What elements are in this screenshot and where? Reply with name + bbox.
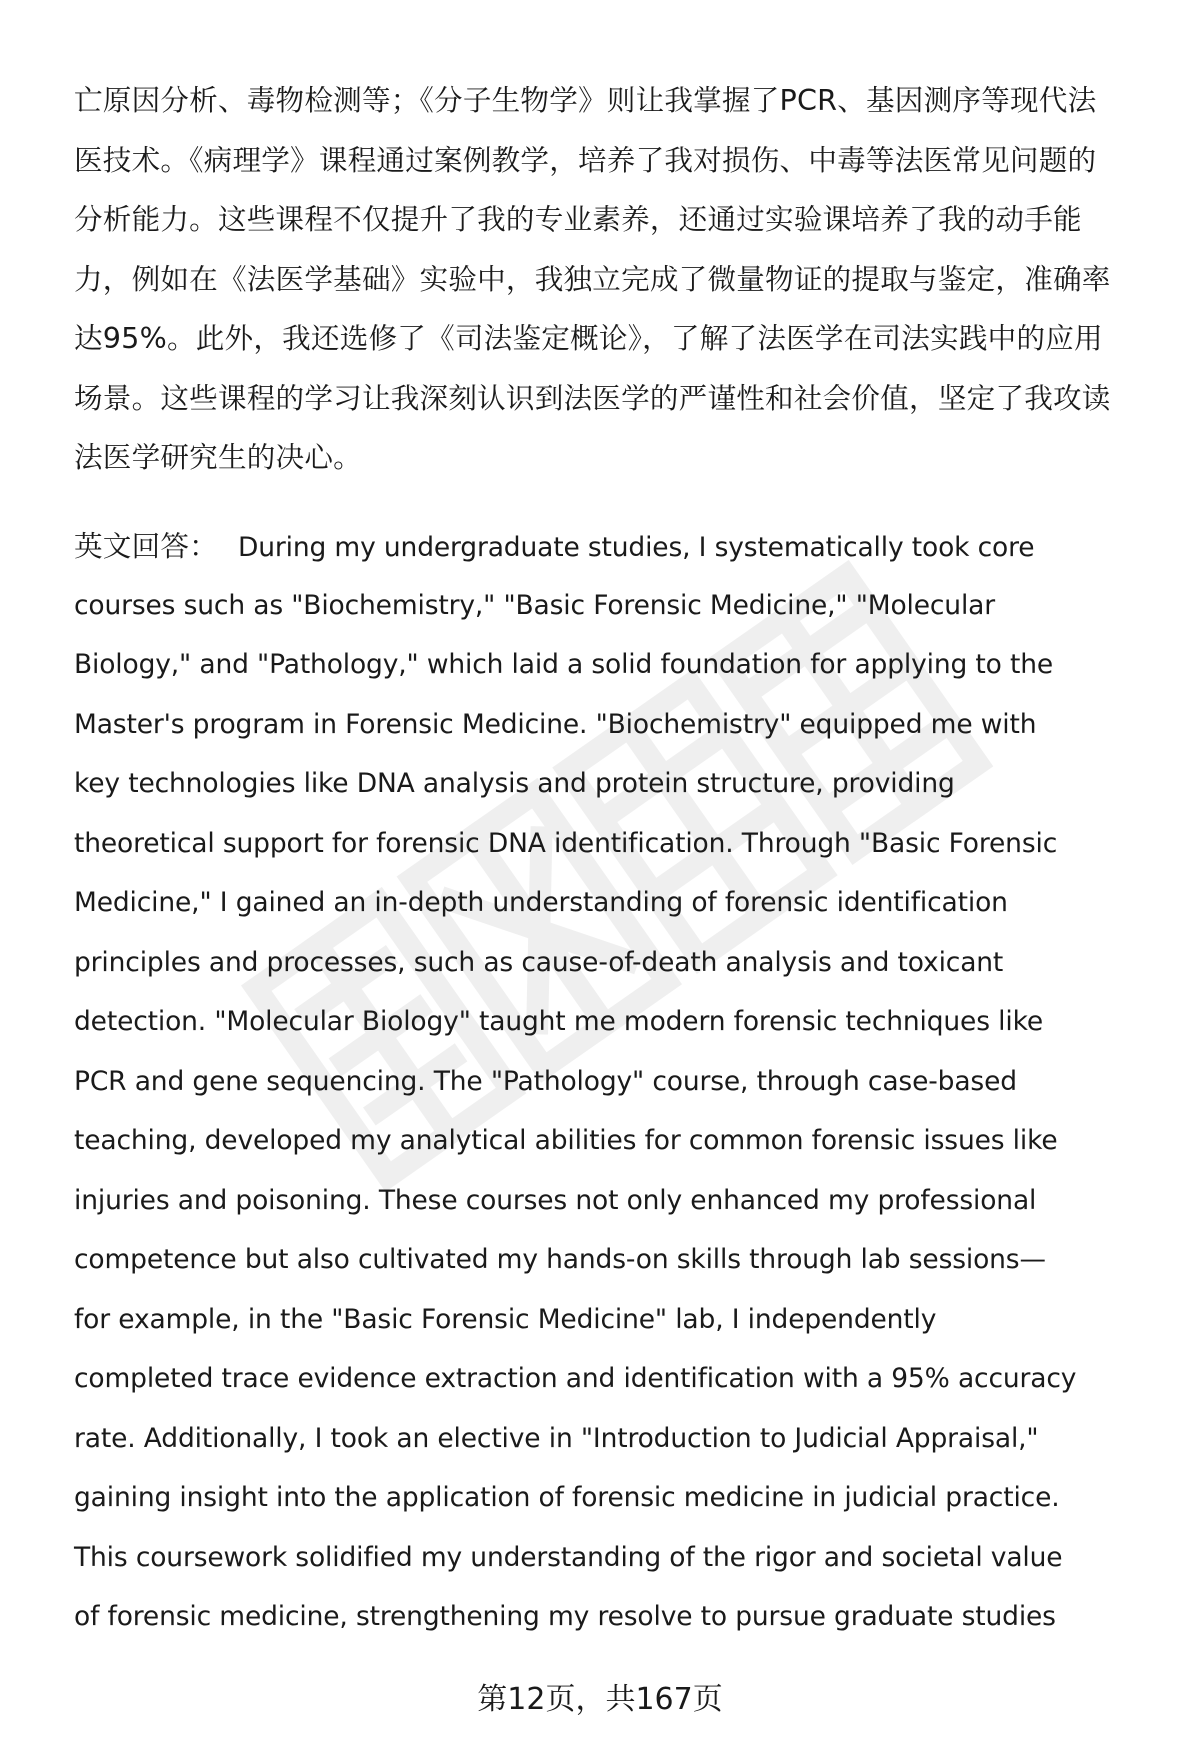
body-text-line: 力，例如在《法医学基础》实验中，我独立完成了微量物证的提取与鉴定，准确率 (74, 262, 1111, 296)
body-text-line: 亡原因分析、毒物检测等；《分子生物学》则让我掌握了PCR、基因测序等现代法 (74, 83, 1097, 117)
body-text-line: PCR and gene sequencing. The "Pathology" course, through case-based (74, 1066, 1017, 1097)
body-text-line: principles and processes, such as cause-of-death analysis and toxicant (74, 947, 1004, 978)
body-text-line: Master's program in Forensic Medicine. "Biochemistry" equipped me with (74, 709, 1037, 740)
body-text-line: Medicine," I gained an in-depth understanding of forensic identification (74, 887, 1008, 918)
body-text-line: rate. Additionally, I took an elective in "Introduction to Judicial Appraisal," (74, 1423, 1039, 1454)
body-text-line: key technologies like DNA analysis and protein structure, providing (74, 768, 955, 799)
body-text-line: of forensic medicine, strengthening my resolve to pursue graduate studies (74, 1601, 1056, 1632)
body-text-line: teaching, developed my analytical abilities for common forensic issues like (74, 1125, 1058, 1156)
body-text-line: courses such as "Biochemistry," "Basic Forensic Medicine," "Molecular (74, 590, 995, 621)
page-number-footer: 第12页，共167页 (477, 1682, 723, 1717)
body-text-line: 法医学研究生的决心。 (74, 440, 362, 474)
english-answer-label: 英文回答： (74, 529, 218, 563)
body-text-line: theoretical support for forensic DNA identification. Through "Basic Forensic (74, 828, 1058, 859)
body-text-line: 分析能力。这些课程不仅提升了我的专业素养，还通过实验课培养了我的动手能 (74, 202, 1082, 236)
body-text-line: detection. "Molecular Biology" taught me modern forensic techniques like (74, 1006, 1043, 1037)
body-text-line: 达95%。此外，我还选修了《司法鉴定概论》，了解了法医学在司法实践中的应用 (74, 321, 1103, 355)
body-text-line: competence but also cultivated my hands-on skills through lab sessions— (74, 1244, 1046, 1275)
body-text-line: 场景。这些课程的学习让我深刻认识到法医学的严谨性和社会价值，坚定了我攻读 (74, 381, 1111, 415)
body-text-line: gaining insight into the application of forensic medicine in judicial practice. (74, 1482, 1060, 1513)
body-text-line: for example, in the "Basic Forensic Medicine" lab, I independently (74, 1304, 937, 1335)
body-text-line: injuries and poisoning. These courses not only enhanced my professional (74, 1185, 1037, 1216)
body-text-segment: During my undergraduate studies, I systematically took core (237, 532, 1035, 563)
body-text-line: 医技术。《病理学》课程通过案例教学，培养了我对损伤、中毒等法医常见问题的 (74, 143, 1097, 177)
body-text-line: This coursework solidified my understanding of the rigor and societal value (74, 1542, 1063, 1573)
english-answer-first-line (74, 526, 1034, 566)
body-text-line: completed trace evidence extraction and identification with a 95% accuracy (74, 1363, 1077, 1394)
body-text-line: Biology," and "Pathology," which laid a solid foundation for applying to the (74, 649, 1054, 680)
